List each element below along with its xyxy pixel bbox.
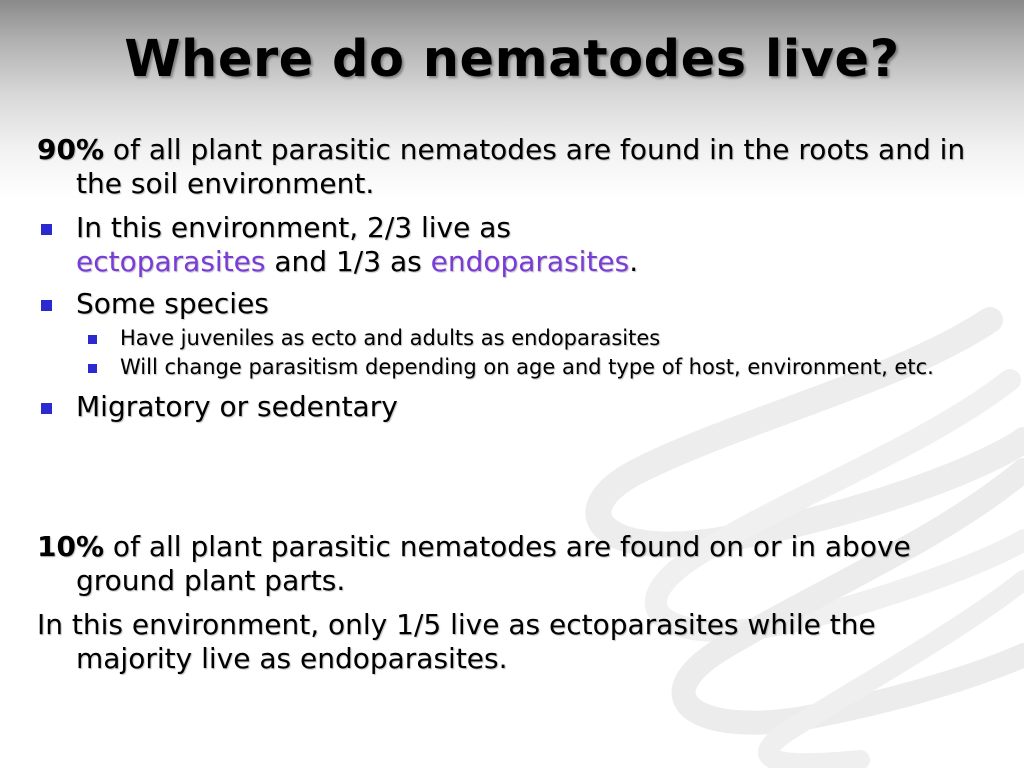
sub-bullet-juveniles-text: Have juveniles as ecto and adults as endoparasites (120, 326, 661, 350)
slide-title: Where do nematodes live? (124, 30, 900, 89)
bullet-migratory (37, 390, 987, 424)
square-bullet-icon (88, 364, 97, 373)
bullet-some-species (37, 287, 987, 321)
endoparasites-link[interactable]: endoparasites (430, 245, 630, 278)
square-bullet-icon (41, 224, 52, 235)
sub-bullet-change-parasitism-text: Will change parasitism depending on age and type of host, environment, etc. (120, 355, 934, 379)
percent-90: 90% (37, 133, 105, 166)
paragraph-90-percent (37, 133, 987, 201)
percent-10: 10% (37, 530, 105, 563)
paragraph-90-text: of all plant parasitic nematodes are found in the roots and in the soil environment. (76, 133, 966, 200)
bullet-environment-text-1: In this environment, 2/3 live as (76, 211, 511, 244)
bullet-environment-text-3: . (629, 245, 639, 278)
slide-body (37, 133, 987, 686)
bullet-environment-text-2: and 1/3 as (265, 245, 431, 278)
sub-bullet-change-parasitism (37, 354, 987, 380)
square-bullet-icon (41, 403, 52, 414)
paragraph-10-percent (37, 530, 987, 598)
paragraph-one-fifth: In this environment, only 1/5 live as ectoparasites while the majority live as endoparasites. (37, 608, 876, 675)
ectoparasites-link[interactable]: ectoparasites (76, 245, 266, 278)
square-bullet-icon (88, 335, 97, 344)
bullet-some-species-text: Some species (76, 287, 269, 320)
paragraph-10-text: of all plant parasitic nematodes are found on or in above ground plant parts. (76, 530, 911, 597)
sub-bullet-juveniles (37, 325, 987, 351)
bullet-migratory-text: Migratory or sedentary (76, 390, 398, 423)
bullet-environment-ratio (37, 211, 987, 279)
square-bullet-icon (41, 300, 52, 311)
